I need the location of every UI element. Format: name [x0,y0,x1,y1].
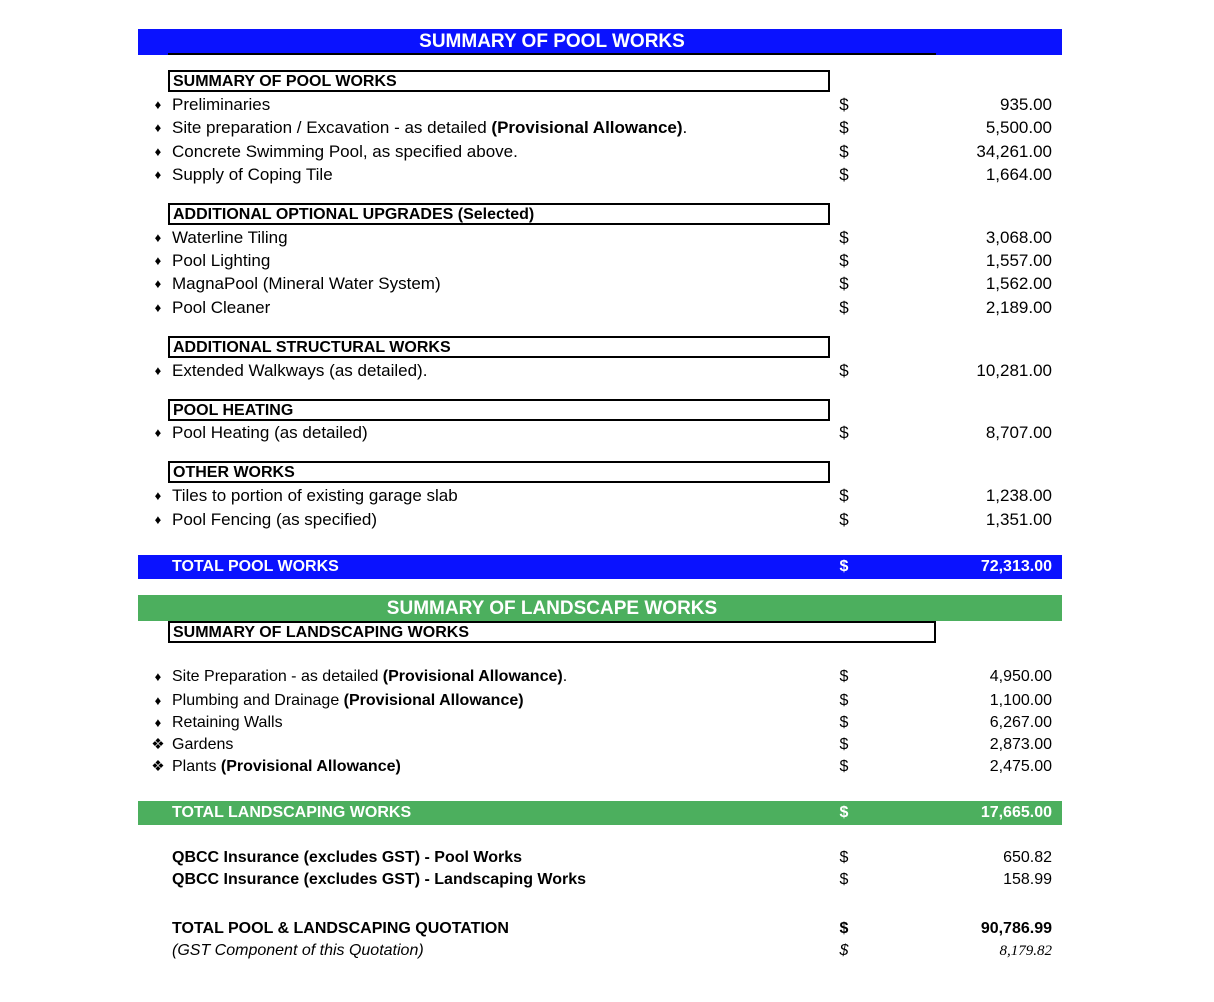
line-item [0,273,1214,295]
diamond-bullet-icon: ♦ [154,363,162,378]
diamond-bullet-icon: ♦ [154,715,162,730]
currency-symbol: $ [839,361,849,380]
item-label: Pool Heating (as detailed) [172,423,368,442]
pool-total-bar [138,555,1062,579]
item-amount: 935.00 [1000,95,1052,114]
gst-row [0,940,1214,962]
currency-symbol: $ [839,920,849,937]
line-item [0,756,1214,778]
diamond-bullet-icon: ♦ [154,167,162,182]
item-label: Plants (Provisional Allowance) [172,758,401,775]
item-amount: 1,664.00 [985,165,1052,184]
currency-symbol: $ [839,228,849,247]
item-amount: 8,707.00 [985,423,1052,442]
item-label: Site preparation / Excavation - as detailed (Provisional Allowance). [172,118,688,137]
item-label: Site Preparation - as detailed (Provisional Allowance). [172,668,568,685]
currency-symbol: $ [839,165,849,184]
currency-symbol: $ [839,251,849,270]
diamond-bullet-icon: ♦ [154,230,162,245]
currency-symbol: $ [839,510,849,529]
diamond-bullet-icon: ♦ [154,669,162,684]
currency-symbol: $ [839,692,849,709]
diamond-bullet-icon: ♦ [154,144,162,159]
item-label: Concrete Swimming Pool, as specified above. [172,142,518,161]
item-label: Gardens [172,736,234,753]
item-amount: 6,267.00 [989,714,1052,731]
item-label: Pool Lighting [172,251,271,270]
diamond-bullet-icon: ♦ [154,488,162,503]
pool-banner-title: SUMMARY OF POOL WORKS [419,31,685,52]
item-amount: 1,557.00 [985,251,1052,270]
item-amount: 4,950.00 [989,668,1052,685]
section-heading-other-works: OTHER WORKS [168,461,830,483]
insurance-label: QBCC Insurance (excludes GST) - Landscaping Works [172,871,587,888]
line-item [0,422,1214,444]
line-item [0,485,1214,507]
item-label: MagnaPool (Mineral Water System) [172,274,441,293]
insurance-label: QBCC Insurance (excludes GST) - Pool Works [172,849,522,866]
item-amount: 3,068.00 [985,228,1052,247]
item-label: Tiles to portion of existing garage slab [172,486,458,505]
line-item [0,690,1214,712]
currency-symbol: $ [839,142,849,161]
grand-total-amount: 90,786.99 [980,920,1052,937]
line-item [0,227,1214,249]
item-label: Preliminaries [172,95,271,114]
gst-label: (GST Component of this Quotation) [172,942,424,959]
item-label: Plumbing and Drainage (Provisional Allowance) [172,692,524,709]
line-item [0,509,1214,531]
item-label: Supply of Coping Tile [172,165,333,184]
item-amount: 2,189.00 [985,298,1052,317]
item-amount: 1,238.00 [985,486,1052,505]
currency-symbol: $ [839,274,849,293]
item-amount: 2,475.00 [989,758,1052,775]
landscape-banner-title: SUMMARY OF LANDSCAPE WORKS [386,598,718,619]
landscape-total-label: TOTAL LANDSCAPING WORKS [172,804,412,821]
diamond-bullet-icon: ♦ [154,97,162,112]
insurance-amount: 158.99 [1003,871,1052,888]
grand-total-label: TOTAL POOL & LANDSCAPING QUOTATION [172,920,509,937]
currency-symbol: $ [839,736,849,753]
section-heading-structural-works: ADDITIONAL STRUCTURAL WORKS [168,336,830,358]
currency-symbol: $ [839,298,849,317]
grand-total-row [0,918,1214,940]
diamond-bullet-icon: ♦ [154,425,162,440]
diamond-bullet-icon: ♦ [154,512,162,527]
line-item [0,250,1214,272]
currency-symbol: $ [839,849,849,866]
item-label: Pool Cleaner [172,298,271,317]
item-amount: 34,261.00 [976,142,1052,161]
item-amount: 2,873.00 [989,736,1052,753]
landscape-banner [138,595,1062,621]
line-item [0,94,1214,116]
item-amount: 10,281.00 [976,361,1052,380]
section-heading-pool-heating: POOL HEATING [168,399,830,421]
currency-symbol: $ [839,558,849,575]
line-item [0,117,1214,139]
line-item [0,141,1214,163]
item-amount: 1,100.00 [989,692,1052,709]
insurance-pool-row [0,847,1214,869]
line-item [0,734,1214,756]
pool-total-amount: 72,313.00 [980,558,1052,575]
diamond-bullet-icon: ♦ [154,120,162,135]
currency-symbol: $ [839,668,849,685]
item-amount: 5,500.00 [985,118,1052,137]
item-label: Pool Fencing (as specified) [172,510,378,529]
four-diamond-bullet-icon: ❖ [151,758,165,775]
line-item [0,712,1214,734]
landscape-total-amount: 17,665.00 [980,804,1052,821]
pool-banner-underline [168,53,936,55]
currency-symbol: $ [839,118,849,137]
diamond-bullet-icon: ♦ [154,276,162,291]
line-item [0,360,1214,382]
line-item [0,164,1214,186]
item-label: Retaining Walls [172,714,283,731]
currency-symbol: $ [839,942,849,959]
landscape-total-bar [138,801,1062,825]
gst-amount: 8,179.82 [999,943,1052,959]
line-item [0,297,1214,319]
four-diamond-bullet-icon: ❖ [151,736,165,753]
insurance-amount: 650.82 [1003,849,1052,866]
pool-banner [138,29,1062,55]
currency-symbol: $ [839,95,849,114]
currency-symbol: $ [839,804,849,821]
currency-symbol: $ [839,758,849,775]
diamond-bullet-icon: ♦ [154,300,162,315]
insurance-landscaping-row [0,869,1214,891]
item-label: Extended Walkways (as detailed). [172,361,428,380]
currency-symbol: $ [839,714,849,731]
diamond-bullet-icon: ♦ [154,253,162,268]
diamond-bullet-icon: ♦ [154,693,162,708]
line-item [0,666,1214,688]
item-label: Waterline Tiling [172,228,288,247]
item-amount: 1,562.00 [985,274,1052,293]
section-heading-landscaping: SUMMARY OF LANDSCAPING WORKS [168,621,936,643]
currency-symbol: $ [839,871,849,888]
item-amount: 1,351.00 [985,510,1052,529]
pool-total-label: TOTAL POOL WORKS [172,558,339,575]
currency-symbol: $ [839,486,849,505]
currency-symbol: $ [839,423,849,442]
section-heading-summary-pool: SUMMARY OF POOL WORKS [168,70,830,92]
section-heading-optional-upgrades: ADDITIONAL OPTIONAL UPGRADES (Selected) [168,203,830,225]
